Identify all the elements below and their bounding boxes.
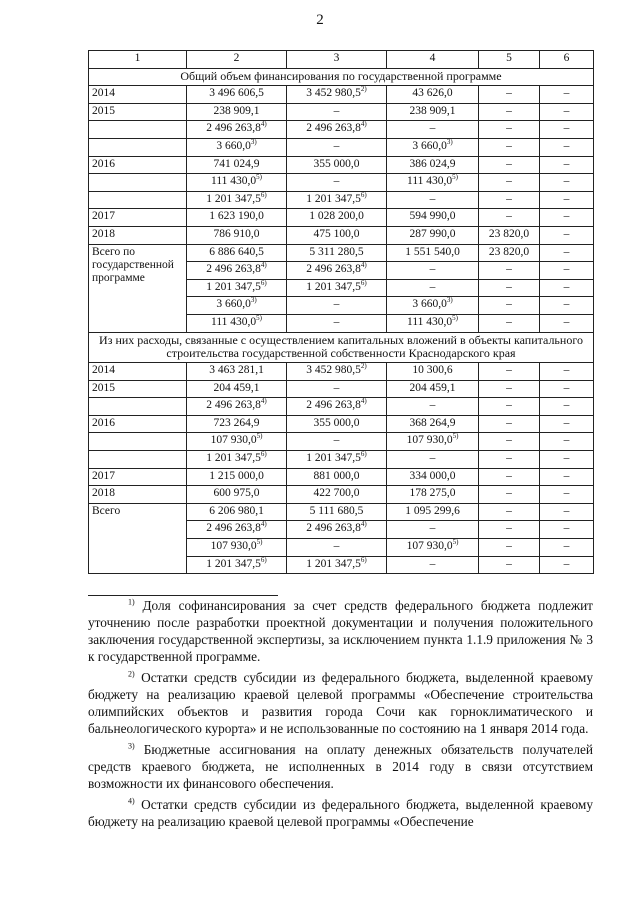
year-cell: 2018 xyxy=(89,486,187,504)
local-cell: – xyxy=(479,86,540,104)
footnote-ref: 5) xyxy=(452,538,459,547)
footnote-mark: 3) xyxy=(128,741,135,751)
other-cell: – xyxy=(540,314,594,332)
footnote-ref: 4) xyxy=(260,120,267,129)
local-cell: – xyxy=(479,156,540,174)
federal-cell: – xyxy=(287,103,387,121)
table-row xyxy=(89,451,594,469)
year-cell: 2015 xyxy=(89,103,187,121)
federal-cell: 2 496 263,8$^{4)}$ xyxy=(287,262,387,280)
total-cell: 204 459,1 xyxy=(187,380,287,398)
year-cell: 2014 xyxy=(89,363,187,381)
year-cell: 2018 xyxy=(89,226,187,244)
total-cell: 1 201 347,5$^{6)}$ xyxy=(187,556,287,574)
footnote-ref: 3) xyxy=(446,296,453,305)
regional-cell: – xyxy=(387,451,479,469)
year-cell xyxy=(89,398,187,416)
table-row xyxy=(89,121,594,139)
other-cell: – xyxy=(540,209,594,227)
footnote-ref: 3) xyxy=(446,138,453,147)
total-cell: 238 909,1 xyxy=(187,103,287,121)
footnote-ref: 6) xyxy=(260,556,267,564)
local-cell: – xyxy=(479,556,540,574)
footnote-ref: 6) xyxy=(360,279,367,287)
regional-cell: 287 990,0 xyxy=(387,226,479,244)
federal-cell: 3 452 980,5$^{2)}$ xyxy=(287,363,387,381)
total-cell: 741 024,9 xyxy=(187,156,287,174)
other-cell: – xyxy=(540,103,594,121)
other-cell: – xyxy=(540,433,594,451)
regional-cell: – xyxy=(387,521,479,539)
federal-cell: 1 201 347,5$^{6)}$ xyxy=(287,556,387,574)
total-cell: 1 201 347,5$^{6)}$ xyxy=(187,279,287,297)
table-row xyxy=(89,468,594,486)
table-row xyxy=(89,191,594,209)
table-row xyxy=(89,209,594,227)
federal-cell: 1 201 347,5$^{6)}$ xyxy=(287,191,387,209)
footnote-ref: 5) xyxy=(256,314,262,323)
footnote-ref: 5) xyxy=(452,173,458,182)
footnote-ref: 6) xyxy=(260,191,267,199)
table-row xyxy=(89,138,594,156)
total-cell: 6 886 640,5 xyxy=(187,244,287,262)
federal-cell: – xyxy=(287,138,387,156)
regional-cell: 111 430,0$^{5)}$ xyxy=(387,174,479,192)
local-cell: – xyxy=(479,451,540,469)
local-cell: – xyxy=(479,380,540,398)
year-cell: 2015 xyxy=(89,380,187,398)
table-row xyxy=(89,398,594,416)
section-title: Общий объем финансирования по государственной программе xyxy=(89,68,594,86)
federal-cell: – xyxy=(287,433,387,451)
total-cell: 1 623 190,0 xyxy=(187,209,287,227)
regional-cell: 43 626,0 xyxy=(387,86,479,104)
local-cell: – xyxy=(479,174,540,192)
local-cell: – xyxy=(479,314,540,332)
federal-cell: 2 496 263,8$^{4)}$ xyxy=(287,398,387,416)
footnote-mark: 4) xyxy=(128,796,135,806)
regional-cell: 10 300,6 xyxy=(387,363,479,381)
header-row xyxy=(89,51,594,69)
footnote-ref: 6) xyxy=(360,191,367,199)
table-row xyxy=(89,380,594,398)
footnote-text: Остатки средств субсидии из федерального бюджета, выделенной краевому бюджету на реализацию краевой целевой программы «Обеспечение строительства олимпийских объектов и развития города Сочи как горноклиматического и бальнеологического курорта» и не использованные по состоянию на 1 января 2014 года. xyxy=(88,670,593,736)
regional-cell: 178 275,0 xyxy=(387,486,479,504)
local-cell: – xyxy=(479,398,540,416)
local-cell: – xyxy=(479,209,540,227)
total-cell: 2 496 263,8$^{4)}$ xyxy=(187,262,287,280)
other-cell: – xyxy=(540,121,594,139)
federal-cell: 2 496 263,8$^{4)}$ xyxy=(287,121,387,139)
year-cell xyxy=(89,451,187,469)
other-cell: – xyxy=(540,398,594,416)
total-cell: 786 910,0 xyxy=(187,226,287,244)
footnote-ref: 4) xyxy=(260,397,267,406)
footnote-text: Бюджетные ассигнования на оплату денежных обязательств получателей средств краевого бюджета, не исполненных в 2014 году в связи отсутствием возможности их финансового обеспечения. xyxy=(88,742,593,791)
total-cell: 3 660,0$^{3)}$ xyxy=(187,138,287,156)
other-cell: – xyxy=(540,174,594,192)
year-cell xyxy=(89,138,187,156)
table-row xyxy=(89,244,594,262)
page-number: 2 xyxy=(316,12,324,28)
footnote-ref: 4) xyxy=(360,261,367,270)
regional-cell: 3 660,0$^{3)}$ xyxy=(387,138,479,156)
total-cell: 107 930,0$^{5)}$ xyxy=(187,433,287,451)
column-number: 5 xyxy=(479,51,540,69)
local-cell: – xyxy=(479,103,540,121)
footnote-mark: 1) xyxy=(128,597,135,607)
local-cell: – xyxy=(479,121,540,139)
regional-cell: 107 930,0$^{5)}$ xyxy=(387,539,479,557)
footnote-ref: 6) xyxy=(260,450,267,459)
local-cell: – xyxy=(479,297,540,315)
regional-cell: 3 660,0$^{3)}$ xyxy=(387,297,479,315)
year-cell xyxy=(89,174,187,192)
regional-cell: 386 024,9 xyxy=(387,156,479,174)
other-cell: – xyxy=(540,191,594,209)
year-cell xyxy=(89,121,187,139)
column-number: 4 xyxy=(387,51,479,69)
table-row xyxy=(89,486,594,504)
federal-cell: 1 201 347,5$^{6)}$ xyxy=(287,451,387,469)
other-cell: – xyxy=(540,156,594,174)
total-cell: 6 206 980,1 xyxy=(187,503,287,521)
table-row xyxy=(89,363,594,381)
local-cell: – xyxy=(479,279,540,297)
regional-cell: 204 459,1 xyxy=(387,380,479,398)
other-cell: – xyxy=(540,503,594,521)
other-cell: – xyxy=(540,226,594,244)
federal-cell: 5 311 280,5 xyxy=(287,244,387,262)
other-cell: – xyxy=(540,262,594,280)
local-cell: – xyxy=(479,415,540,433)
other-cell: – xyxy=(540,380,594,398)
table-row xyxy=(89,226,594,244)
footnote-ref: 4) xyxy=(360,120,367,129)
other-cell: – xyxy=(540,486,594,504)
federal-cell: 355 000,0 xyxy=(287,156,387,174)
total-cell: 3 660,0$^{3)}$ xyxy=(187,297,287,315)
regional-cell: – xyxy=(387,398,479,416)
regional-cell: – xyxy=(387,556,479,574)
total-cell: 2 496 263,8$^{4)}$ xyxy=(187,521,287,539)
footnote-separator xyxy=(88,595,278,596)
table-row xyxy=(89,415,594,433)
footnote-ref: 6) xyxy=(360,450,367,459)
footnote xyxy=(88,597,593,665)
local-cell: 23 820,0 xyxy=(479,226,540,244)
federal-cell: 2 496 263,8$^{4)}$ xyxy=(287,521,387,539)
regional-cell: 107 930,0$^{5)}$ xyxy=(387,433,479,451)
total-cell: 3 496 606,5 xyxy=(187,86,287,104)
local-cell: – xyxy=(479,433,540,451)
year-cell: 2014 xyxy=(89,86,187,104)
regional-cell: – xyxy=(387,191,479,209)
footnote xyxy=(88,741,593,792)
federal-cell: 1 201 347,5$^{6)}$ xyxy=(287,279,387,297)
total-label: Всего по государственной программе xyxy=(89,244,187,332)
table-row xyxy=(89,86,594,104)
regional-cell: 238 909,1 xyxy=(387,103,479,121)
footnote-text: Остатки средств субсидии из федерального бюджета, выделенной краевому бюджету на реализацию краевой целевой программы «Обеспечение xyxy=(88,797,593,829)
other-cell: – xyxy=(540,86,594,104)
column-number: 2 xyxy=(187,51,287,69)
table-row xyxy=(89,174,594,192)
footnote-ref: 3) xyxy=(250,138,257,147)
footnote-text: Доля софинансирования за счет средств федерального бюджета подлежит уточнению после разработки проектной документации и получения положительного заключения государственной экспертизы, за исключением пункта 1.1.9 приложения № 3 к государственной программе. xyxy=(88,598,593,664)
footnote-ref: 5) xyxy=(256,173,262,182)
table-row xyxy=(89,503,594,521)
footnote-ref: 5) xyxy=(256,432,263,441)
total-cell: 111 430,0$^{5)}$ xyxy=(187,314,287,332)
other-cell: – xyxy=(540,244,594,262)
footnote-ref: 4) xyxy=(260,261,267,270)
local-cell: – xyxy=(479,363,540,381)
regional-cell: 594 990,0 xyxy=(387,209,479,227)
regional-cell: 1 551 540,0 xyxy=(387,244,479,262)
federal-cell: – xyxy=(287,539,387,557)
federal-cell: 475 100,0 xyxy=(287,226,387,244)
footnote-mark: 2) xyxy=(128,669,135,679)
financing-table xyxy=(88,50,594,574)
footnotes xyxy=(88,597,593,834)
table-row xyxy=(89,103,594,121)
local-cell: – xyxy=(479,521,540,539)
other-cell: – xyxy=(540,468,594,486)
other-cell: – xyxy=(540,297,594,315)
total-cell: 600 975,0 xyxy=(187,486,287,504)
footnote-ref: 6) xyxy=(360,556,367,564)
footnote-ref: 4) xyxy=(360,397,367,406)
year-cell xyxy=(89,433,187,451)
footnote xyxy=(88,796,593,830)
other-cell: – xyxy=(540,279,594,297)
table-row xyxy=(89,156,594,174)
footnote xyxy=(88,669,593,737)
local-cell: – xyxy=(479,486,540,504)
regional-cell: – xyxy=(387,262,479,280)
local-cell: – xyxy=(479,539,540,557)
federal-cell: 422 700,0 xyxy=(287,486,387,504)
year-cell xyxy=(89,191,187,209)
footnote-ref: 3) xyxy=(250,296,257,305)
total-cell: 2 496 263,8$^{4)}$ xyxy=(187,121,287,139)
federal-cell: – xyxy=(287,314,387,332)
local-cell: – xyxy=(479,468,540,486)
total-cell: 107 930,0$^{5)}$ xyxy=(187,539,287,557)
federal-cell: – xyxy=(287,380,387,398)
year-cell: 2016 xyxy=(89,156,187,174)
other-cell: – xyxy=(540,415,594,433)
total-cell: 1 201 347,5$^{6)}$ xyxy=(187,191,287,209)
year-cell: 2017 xyxy=(89,209,187,227)
other-cell: – xyxy=(540,451,594,469)
column-number: 6 xyxy=(540,51,594,69)
federal-cell: 5 111 680,5 xyxy=(287,503,387,521)
other-cell: – xyxy=(540,138,594,156)
section-title: Из них расходы, связанные с осуществлением капитальных вложений в объекты капитального строительства государственной собственности Краснодарского края xyxy=(89,332,594,363)
other-cell: – xyxy=(540,363,594,381)
total-cell: 1 201 347,5$^{6)}$ xyxy=(187,451,287,469)
federal-cell: 355 000,0 xyxy=(287,415,387,433)
table-row xyxy=(89,433,594,451)
footnote-ref: 4) xyxy=(360,520,367,529)
federal-cell: – xyxy=(287,297,387,315)
footnote-ref: 5) xyxy=(256,538,263,547)
total-cell: 3 463 281,1 xyxy=(187,363,287,381)
other-cell: – xyxy=(540,556,594,574)
total-cell: 723 264,9 xyxy=(187,415,287,433)
total-cell: 2 496 263,8$^{4)}$ xyxy=(187,398,287,416)
total-label: Всего xyxy=(89,503,187,573)
local-cell: – xyxy=(479,262,540,280)
regional-cell: 1 095 299,6 xyxy=(387,503,479,521)
local-cell: 23 820,0 xyxy=(479,244,540,262)
federal-cell: 1 028 200,0 xyxy=(287,209,387,227)
footnote-ref: 2) xyxy=(360,85,367,94)
regional-cell: – xyxy=(387,121,479,139)
footnote-ref: 5) xyxy=(452,432,459,441)
federal-cell: 881 000,0 xyxy=(287,468,387,486)
column-number: 3 xyxy=(287,51,387,69)
local-cell: – xyxy=(479,138,540,156)
regional-cell: 111 430,0$^{5)}$ xyxy=(387,314,479,332)
total-cell: 111 430,0$^{5)}$ xyxy=(187,174,287,192)
other-cell: – xyxy=(540,539,594,557)
federal-cell: – xyxy=(287,174,387,192)
total-cell: 1 215 000,0 xyxy=(187,468,287,486)
regional-cell: – xyxy=(387,279,479,297)
year-cell: 2017 xyxy=(89,468,187,486)
footnote-ref: 6) xyxy=(260,279,267,287)
footnote-ref: 4) xyxy=(260,520,267,529)
column-number: 1 xyxy=(89,51,187,69)
regional-cell: 368 264,9 xyxy=(387,415,479,433)
footnote-ref: 2) xyxy=(360,362,367,371)
federal-cell: 3 452 980,5$^{2)}$ xyxy=(287,86,387,104)
local-cell: – xyxy=(479,503,540,521)
footnote-ref: 5) xyxy=(452,314,458,323)
other-cell: – xyxy=(540,521,594,539)
local-cell: – xyxy=(479,191,540,209)
regional-cell: 334 000,0 xyxy=(387,468,479,486)
year-cell: 2016 xyxy=(89,415,187,433)
